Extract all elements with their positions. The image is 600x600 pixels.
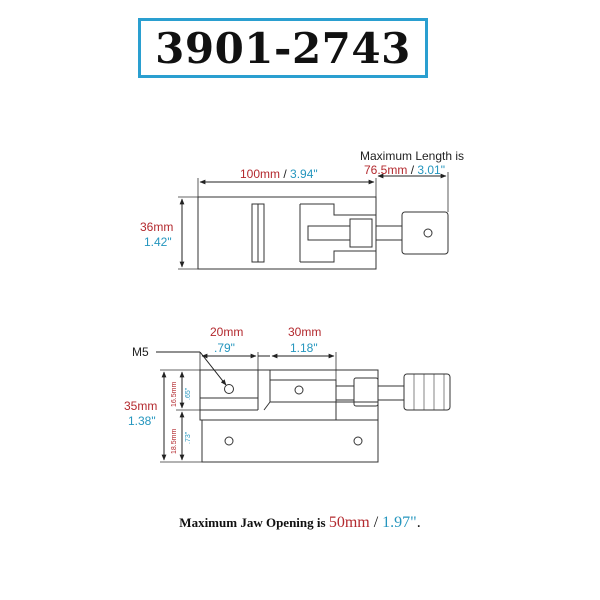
lower-dim <box>171 429 178 454</box>
max-length-value <box>364 163 445 177</box>
side-jaw-gap <box>258 370 270 410</box>
height-in: 1.42" <box>144 235 172 249</box>
length-value <box>240 167 318 181</box>
side-view <box>160 352 450 462</box>
lower-in: .73" <box>185 431 192 444</box>
part-number-title: 3901-2743 <box>155 23 411 73</box>
dim30-mm: 30mm <box>288 325 322 339</box>
top-knob-hole <box>424 229 432 237</box>
top-movable-jaw <box>300 204 376 262</box>
height35-mm: 35mm <box>124 399 158 413</box>
footer-end: . <box>416 514 421 531</box>
top-handle-knob <box>402 212 448 254</box>
m5-label: M5 <box>132 345 149 359</box>
footer-sep: / <box>369 514 383 531</box>
max-jaw-opening <box>0 514 600 532</box>
top-lead-screw <box>308 226 350 240</box>
upper-mm: 16.5mm <box>171 381 178 407</box>
side-lead-screw <box>336 386 354 400</box>
max-length-label: Maximum Length is <box>360 149 465 163</box>
side-base-plate <box>202 420 378 462</box>
side-m5-hole <box>225 385 234 394</box>
side-movable-jaw <box>270 380 336 420</box>
max-length-mm: 76.5mm <box>364 163 408 177</box>
upper-dim <box>171 382 178 407</box>
height-mm: 36mm <box>140 220 174 234</box>
top-view <box>178 172 448 269</box>
side-upper-body <box>200 370 378 420</box>
length-sep: / <box>280 167 291 181</box>
footer-label: Maximum Jaw Opening is <box>179 515 326 530</box>
top-body <box>198 197 376 269</box>
length-in: 3.94" <box>290 167 318 181</box>
dim20-mm: 20mm <box>210 325 244 339</box>
footer-in: 1.97" <box>382 514 417 531</box>
side-base-hole-right <box>354 437 362 445</box>
side-base-hole-left <box>225 437 233 445</box>
dim30-in: 1.18" <box>290 341 318 355</box>
lower-mm: 18.5mm <box>171 428 178 454</box>
upper-dim-in <box>185 387 192 400</box>
lower-dim-in <box>185 431 192 444</box>
upper-in: .65" <box>185 387 192 400</box>
dim20-in: .79" <box>214 341 235 355</box>
side-handle-knob <box>404 374 450 410</box>
side-slot-hole <box>295 386 303 394</box>
max-length-sep: / <box>407 163 418 177</box>
footer-mm: 50mm <box>328 514 370 531</box>
max-length-in: 3.01" <box>417 163 445 177</box>
height35-in: 1.38" <box>128 414 156 428</box>
length-mm: 100mm <box>240 167 281 181</box>
